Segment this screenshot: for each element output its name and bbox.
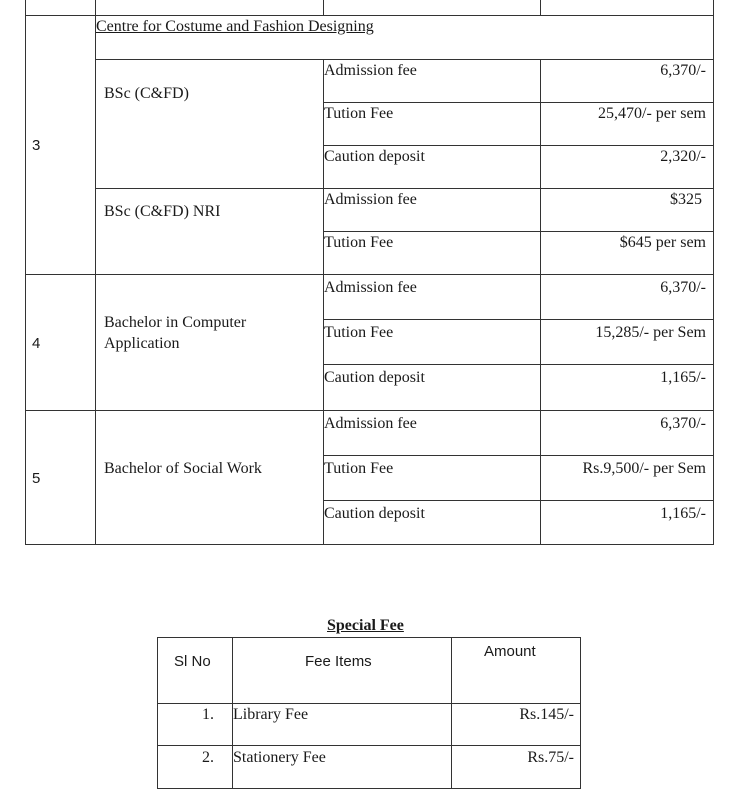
row-sl: 2. xyxy=(202,749,214,766)
fee-item: Caution deposit xyxy=(324,369,425,386)
fee-item: Admission fee xyxy=(324,279,417,296)
fee-amount: 2,320/- xyxy=(660,148,706,165)
row-item: Stationery Fee xyxy=(233,749,326,766)
fee-item: Admission fee xyxy=(324,415,417,432)
special-fee-title: Special Fee xyxy=(327,617,404,634)
row-item: Library Fee xyxy=(233,706,309,723)
fee-item: Tution Fee xyxy=(324,324,394,341)
fee-amount: 6,370/- xyxy=(660,279,706,296)
fee-amount: $325 xyxy=(670,191,702,208)
fee-item: Tution Fee xyxy=(324,460,394,477)
row-amount: Rs.145/- xyxy=(519,706,574,723)
row-sl: 1. xyxy=(202,706,214,723)
section-title: Centre for Costume and Fashion Designing xyxy=(96,18,374,35)
fee-item: Tution Fee xyxy=(324,105,394,122)
course-name: Bachelor in Computer xyxy=(104,314,247,331)
fee-amount: $645 per sem xyxy=(619,234,706,251)
fee-amount: 15,285/- per Sem xyxy=(595,324,706,341)
fee-item: Admission fee xyxy=(324,191,417,208)
fee-amount: 1,165/- xyxy=(660,505,706,522)
header-fee-items: Fee Items xyxy=(305,653,372,670)
serial-number: 4 xyxy=(32,335,41,352)
fee-item: Caution deposit xyxy=(324,148,425,165)
course-name: BSc (C&FD) NRI xyxy=(104,203,221,220)
fee-item: Admission fee xyxy=(324,62,417,79)
fee-amount: Rs.9,500/- per Sem xyxy=(582,460,706,477)
serial-number: 3 xyxy=(32,137,41,154)
row-amount: Rs.75/- xyxy=(527,749,574,766)
header-amount: Amount xyxy=(484,643,536,660)
course-name: BSc (C&FD) xyxy=(104,85,189,102)
course-name: Application xyxy=(104,335,180,352)
fee-amount: 25,470/- per sem xyxy=(598,105,706,122)
fee-amount: 6,370/- xyxy=(660,415,706,432)
fee-item: Tution Fee xyxy=(324,234,394,251)
course-name: Bachelor of Social Work xyxy=(104,460,262,477)
fee-amount: 1,165/- xyxy=(660,369,706,386)
serial-number: 5 xyxy=(32,470,41,487)
fee-amount: 6,370/- xyxy=(660,62,706,79)
header-sl-no: Sl No xyxy=(174,653,211,670)
fee-item: Caution deposit xyxy=(324,505,425,522)
